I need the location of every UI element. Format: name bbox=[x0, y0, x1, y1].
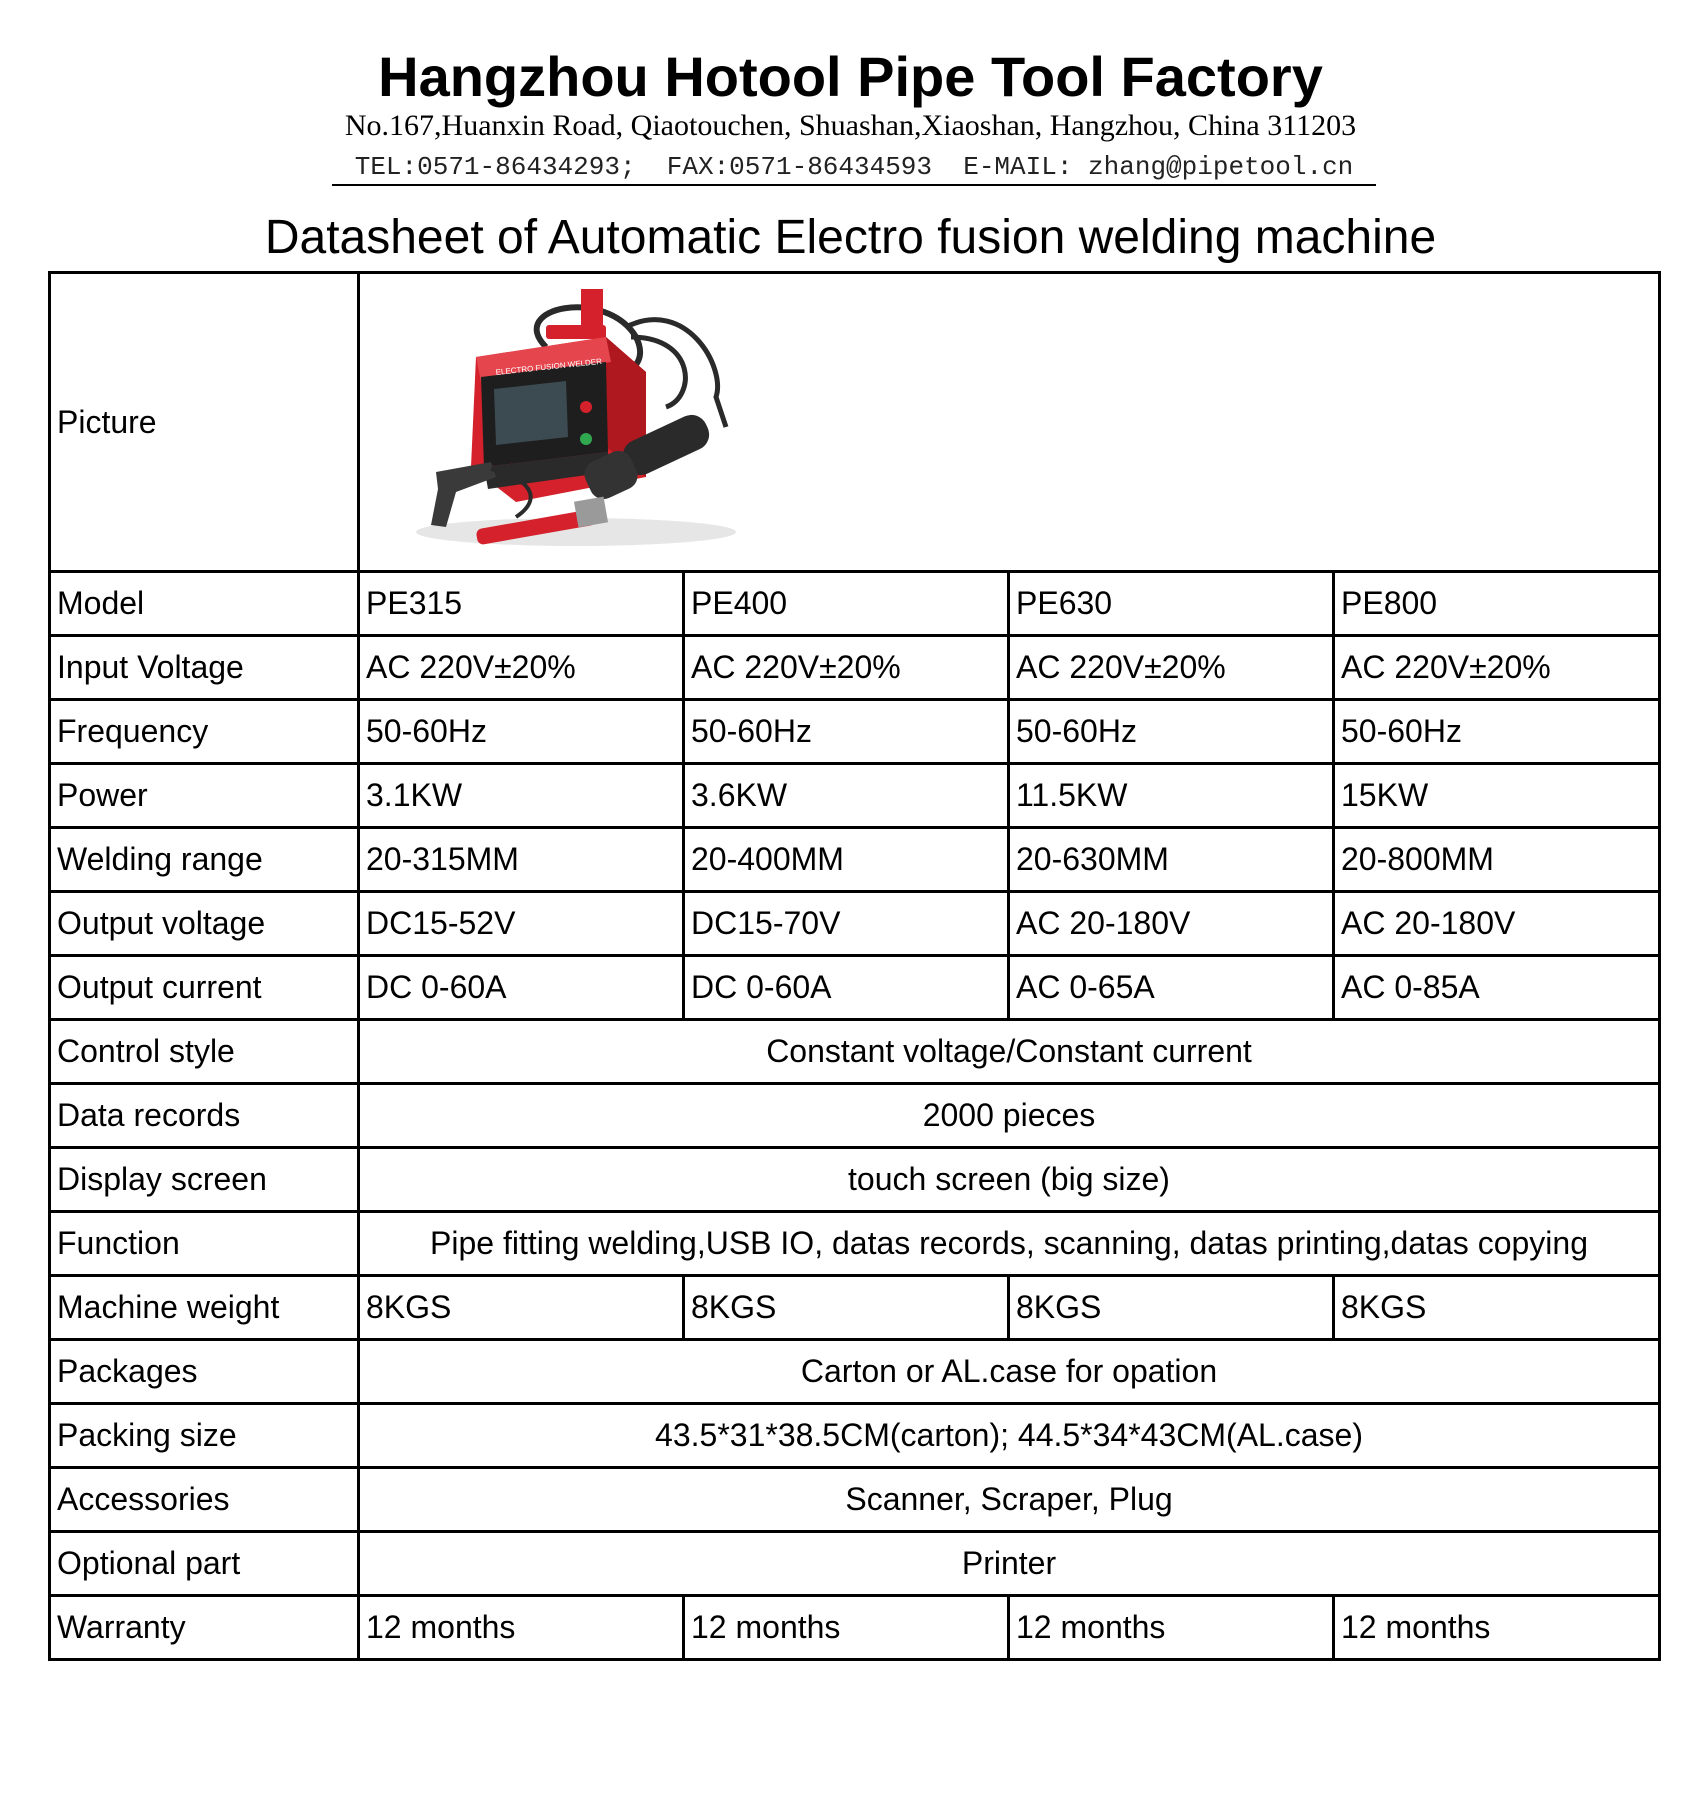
picture-row bbox=[50, 273, 1660, 572]
power-value-4: 15KW bbox=[1334, 764, 1660, 828]
panel-label: ELECTRO FUSION WELDER bbox=[495, 356, 603, 377]
welding-range-value-4: 20-800MM bbox=[1334, 828, 1660, 892]
machine-weight-value-4: 8KGS bbox=[1334, 1276, 1660, 1340]
row-power bbox=[50, 764, 1660, 828]
power-value-2: 3.6KW bbox=[684, 764, 1009, 828]
row-output-voltage bbox=[50, 892, 1660, 956]
frequency-label: Frequency bbox=[50, 700, 359, 764]
optional-part-value: Printer bbox=[359, 1532, 1660, 1596]
machine-weight-value-2: 8KGS bbox=[684, 1276, 1009, 1340]
optional-part-label: Optional part bbox=[50, 1532, 359, 1596]
welding-range-value-3: 20-630MM bbox=[1009, 828, 1334, 892]
warranty-value-4: 12 months bbox=[1334, 1596, 1660, 1660]
input-voltage-value-2: AC 220V±20% bbox=[684, 636, 1009, 700]
warranty-value-3: 12 months bbox=[1009, 1596, 1334, 1660]
frequency-value-4: 50-60Hz bbox=[1334, 700, 1660, 764]
machine-weight-label: Machine weight bbox=[50, 1276, 359, 1340]
packages-value: Carton or AL.case for opation bbox=[359, 1340, 1660, 1404]
row-model bbox=[50, 572, 1660, 636]
row-packages bbox=[50, 1340, 1660, 1404]
welding-range-value-2: 20-400MM bbox=[684, 828, 1009, 892]
machine-weight-value-1: 8KGS bbox=[359, 1276, 684, 1340]
company-contact: TEL:0571-86434293; FAX:0571-86434593 E-MAIL: zhang@pipetool.cn bbox=[332, 150, 1376, 186]
display-screen-value: touch screen (big size) bbox=[359, 1148, 1660, 1212]
input-voltage-value-1: AC 220V±20% bbox=[359, 636, 684, 700]
frequency-value-3: 50-60Hz bbox=[1009, 700, 1334, 764]
output-voltage-value-4: AC 20-180V bbox=[1334, 892, 1660, 956]
power-value-1: 3.1KW bbox=[359, 764, 684, 828]
machine-weight-value-3: 8KGS bbox=[1009, 1276, 1334, 1340]
picture-label: Picture bbox=[50, 273, 359, 572]
display-screen-label: Display screen bbox=[50, 1148, 359, 1212]
data-records-label: Data records bbox=[50, 1084, 359, 1148]
input-voltage-value-4: AC 220V±20% bbox=[1334, 636, 1660, 700]
output-voltage-label: Output voltage bbox=[50, 892, 359, 956]
output-current-value-2: DC 0-60A bbox=[684, 956, 1009, 1020]
company-name: Hangzhou Hotool Pipe Tool Factory bbox=[378, 45, 1323, 108]
input-voltage-label: Input Voltage bbox=[50, 636, 359, 700]
control-style-label: Control style bbox=[50, 1020, 359, 1084]
accessories-label: Accessories bbox=[50, 1468, 359, 1532]
row-machine-weight bbox=[50, 1276, 1660, 1340]
output-voltage-value-3: AC 20-180V bbox=[1009, 892, 1334, 956]
row-packing-size bbox=[50, 1404, 1660, 1468]
function-value: Pipe fitting welding,USB IO, datas records, scanning, datas printing,datas copying bbox=[359, 1212, 1660, 1276]
model-value-4: PE800 bbox=[1334, 572, 1660, 636]
function-label: Function bbox=[50, 1212, 359, 1276]
welding-range-label: Welding range bbox=[50, 828, 359, 892]
row-display-screen bbox=[50, 1148, 1660, 1212]
welding-range-value-1: 20-315MM bbox=[359, 828, 684, 892]
row-control-style bbox=[50, 1020, 1660, 1084]
warranty-label: Warranty bbox=[50, 1596, 359, 1660]
row-output-current bbox=[50, 956, 1660, 1020]
row-input-voltage bbox=[50, 636, 1660, 700]
model-value-3: PE630 bbox=[1009, 572, 1334, 636]
row-optional-part bbox=[50, 1532, 1660, 1596]
welder-machine-photo bbox=[396, 277, 776, 567]
power-label: Power bbox=[50, 764, 359, 828]
frequency-value-1: 50-60Hz bbox=[359, 700, 684, 764]
picture-cell bbox=[359, 273, 1660, 572]
row-frequency bbox=[50, 700, 1660, 764]
power-value-3: 11.5KW bbox=[1009, 764, 1334, 828]
packing-size-value: 43.5*31*38.5CM(carton); 44.5*34*43CM(AL.case) bbox=[359, 1404, 1660, 1468]
row-welding-range bbox=[50, 828, 1660, 892]
company-address: No.167,Huanxin Road, Qiaotouchen, Shuashan,Xiaoshan, Hangzhou, China 311203 bbox=[344, 109, 1357, 142]
output-voltage-value-1: DC15-52V bbox=[359, 892, 684, 956]
accessories-value: Scanner, Scraper, Plug bbox=[359, 1468, 1660, 1532]
spec-table bbox=[48, 271, 1661, 1661]
touch-screen bbox=[494, 381, 568, 445]
packing-size-label: Packing size bbox=[50, 1404, 359, 1468]
row-function bbox=[50, 1212, 1660, 1276]
data-records-value: 2000 pieces bbox=[359, 1084, 1660, 1148]
scanner-gun bbox=[431, 462, 496, 527]
warranty-value-2: 12 months bbox=[684, 1596, 1009, 1660]
model-value-1: PE315 bbox=[359, 572, 684, 636]
input-voltage-value-3: AC 220V±20% bbox=[1009, 636, 1334, 700]
datasheet-title: Datasheet of Automatic Electro fusion welding machine bbox=[264, 211, 1437, 264]
frequency-value-2: 50-60Hz bbox=[684, 700, 1009, 764]
output-current-value-1: DC 0-60A bbox=[359, 956, 684, 1020]
output-current-label: Output current bbox=[50, 956, 359, 1020]
packages-label: Packages bbox=[50, 1340, 359, 1404]
warranty-value-1: 12 months bbox=[359, 1596, 684, 1660]
row-accessories bbox=[50, 1468, 1660, 1532]
output-voltage-value-2: DC15-70V bbox=[684, 892, 1009, 956]
control-style-value: Constant voltage/Constant current bbox=[359, 1020, 1660, 1084]
row-data-records bbox=[50, 1084, 1660, 1148]
output-current-value-3: AC 0-65A bbox=[1009, 956, 1334, 1020]
output-current-value-4: AC 0-85A bbox=[1334, 956, 1660, 1020]
row-warranty bbox=[50, 1596, 1660, 1660]
model-value-2: PE400 bbox=[684, 572, 1009, 636]
model-label: Model bbox=[50, 572, 359, 636]
